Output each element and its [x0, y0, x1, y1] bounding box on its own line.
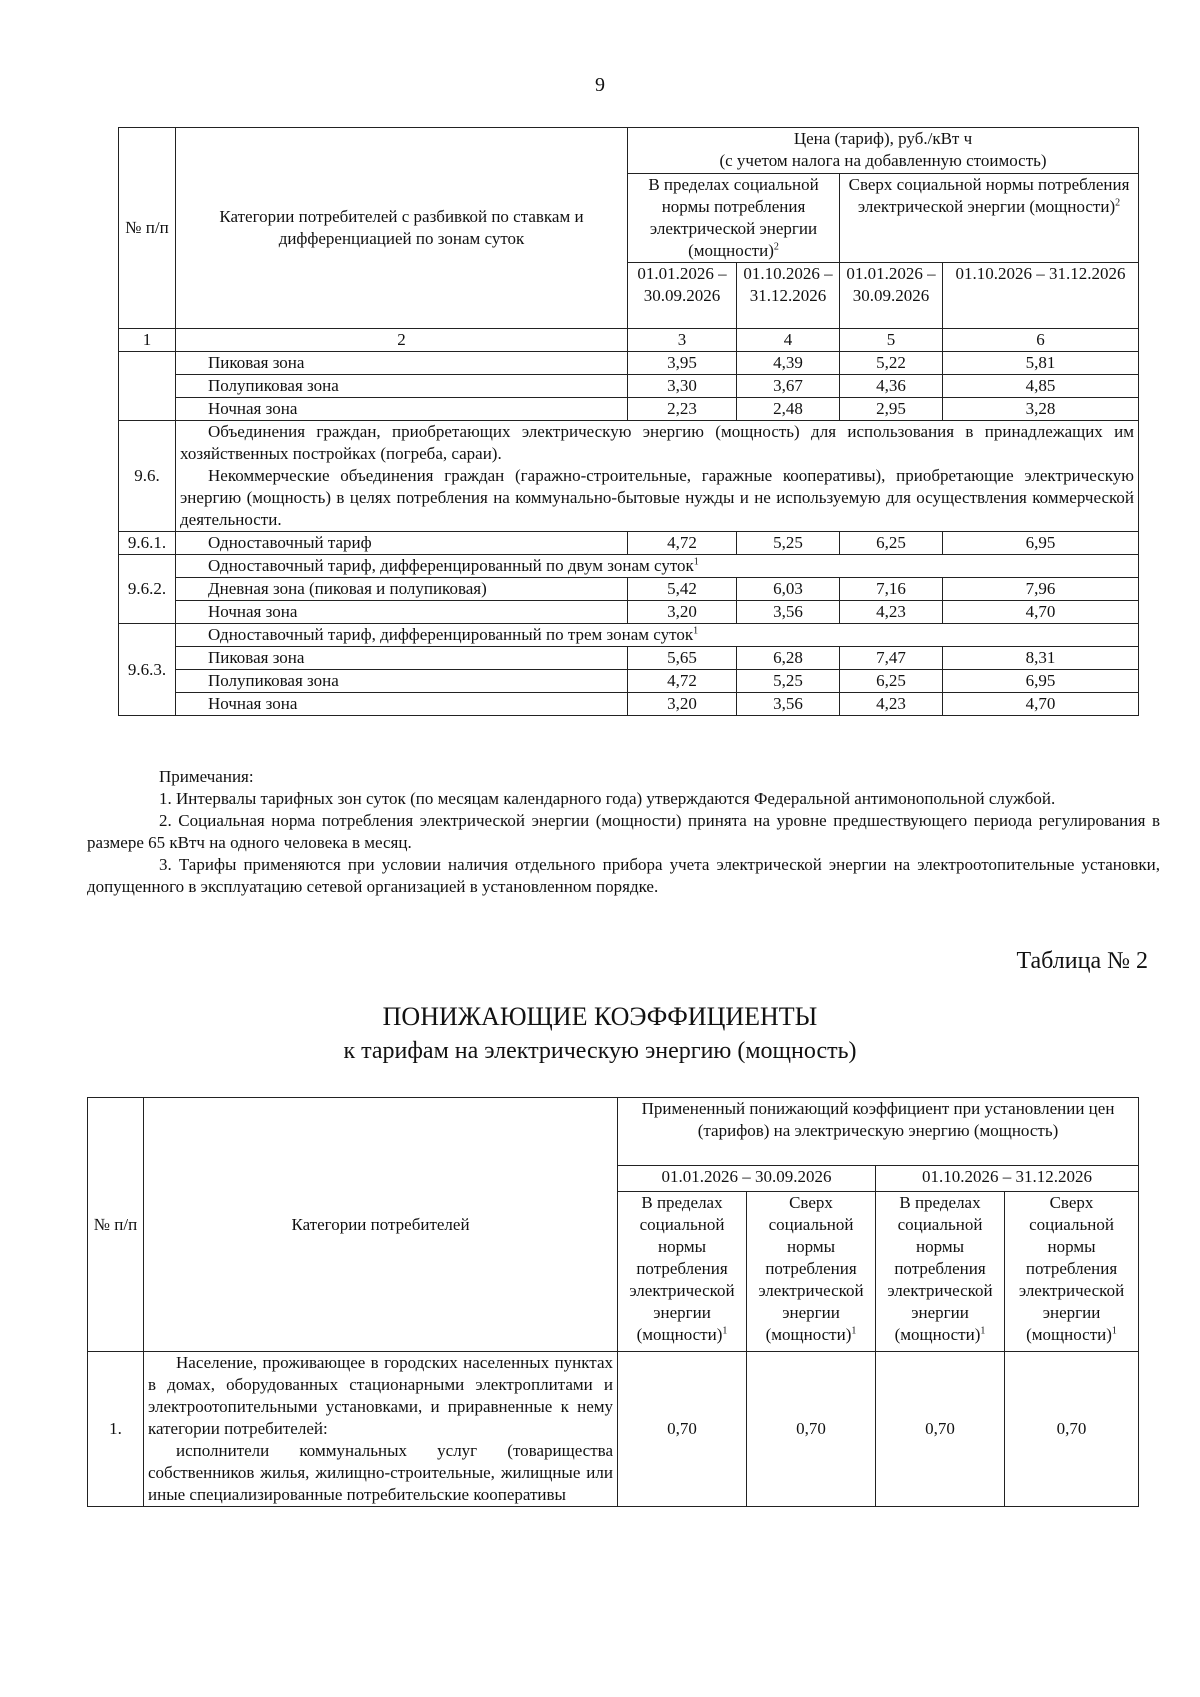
row-description — [144, 1352, 618, 1507]
col-number: 3 — [628, 329, 737, 352]
value-cell: 5,42 — [628, 578, 737, 601]
section-title-row — [119, 555, 1139, 578]
row-label: Одноставочный тариф — [176, 532, 628, 555]
col-number: 4 — [737, 329, 840, 352]
section-row-9-6 — [119, 421, 1139, 532]
value-cell: 4,70 — [943, 601, 1139, 624]
note-item: 3. Тарифы применяются при условии наличия отдельного прибора учета электрической энергии на электроотопительные установки, допущенного в эксплуатацию сетевой организацией в установленном порядке. — [87, 855, 1160, 896]
row-label: Полупиковая зона — [176, 670, 628, 693]
value-cell: 2,23 — [628, 398, 737, 421]
header-period-1: 01.01.2026 – 30.09.2026 — [628, 263, 737, 329]
section-title: Одноставочный тариф, дифференцированный по двум зонам суток$^1$ — [176, 555, 1139, 578]
col-number: 6 — [943, 329, 1139, 352]
table-row — [119, 647, 1139, 670]
value-cell: 3,28 — [943, 398, 1139, 421]
row-label: Ночная зона — [176, 693, 628, 716]
value-cell: 5,65 — [628, 647, 737, 670]
value-cell: 3,95 — [628, 352, 737, 375]
note-item: 1. Интервалы тарифных зон суток (по месяцам календарного года) утверждаются Федеральной антимонопольной службой. — [159, 789, 1056, 808]
value-cell: 2,48 — [737, 398, 840, 421]
row-num: 1. — [88, 1352, 144, 1507]
value-cell: 7,96 — [943, 578, 1139, 601]
header-within-norm: В пределах социальной нормы потребления электрической энергии (мощности)$^1$ — [618, 1192, 747, 1352]
row-label: Ночная зона — [176, 398, 628, 421]
header-num: № п/п — [119, 128, 176, 329]
header-period-2: 01.10.2026 – 31.12.2026 — [876, 1166, 1139, 1192]
header-num: № п/п — [88, 1098, 144, 1352]
header-coef: Примененный понижающий коэффициент при установлении цен (тарифов) на электрическую энергию (мощность) — [618, 1098, 1139, 1166]
value-cell: 8,31 — [943, 647, 1139, 670]
value-cell: 4,70 — [943, 693, 1139, 716]
row-text-1: Население, проживающее в городских населенных пунктах в домах, оборудованных стационарными электроплитами и электроотопительными установками, и приравненные к нему категории потребителей: — [148, 1353, 613, 1438]
header-period-2: 01.10.2026 – 31.12.2026 — [737, 263, 840, 329]
value-cell: 5,25 — [737, 532, 840, 555]
header-within-norm: В пределах социальной нормы потребления электрической энергии (мощности)$^2$ — [628, 174, 840, 263]
table-row — [119, 375, 1139, 398]
header-price — [628, 128, 1139, 174]
table-row — [88, 1352, 1139, 1507]
value-cell: 4,72 — [628, 532, 737, 555]
col-number: 1 — [119, 329, 176, 352]
value-cell: 3,20 — [628, 693, 737, 716]
value-cell: 6,25 — [840, 532, 943, 555]
value-cell: 4,23 — [840, 693, 943, 716]
section-num: 9.6.2. — [119, 555, 176, 624]
table-2-subtitle: к тарифам на электрическую энергию (мощность) — [343, 1038, 857, 1064]
header-within-norm: В пределах социальной нормы потребления электрической энергии (мощности)$^1$ — [876, 1192, 1005, 1352]
value-cell: 3,56 — [737, 601, 840, 624]
table-2-title: ПОНИЖАЮЩИЕ КОЭФФИЦИЕНТЫ — [382, 1002, 818, 1031]
value-cell: 6,28 — [737, 647, 840, 670]
section-text-2: Некоммерческие объединения граждан (гаражно-строительные, гаражные кооперативы), приобретающие электрическую энергию (мощность) в целях потребления на коммунально-бытовые нужды и не используемую для осуществления коммерческой деятельности. — [180, 466, 1134, 529]
table-row — [119, 693, 1139, 716]
header-above-norm: Сверх социальной нормы потребления электрической энергии (мощности)$^1$ — [1005, 1192, 1139, 1352]
section-num: 9.6.3. — [119, 624, 176, 716]
value-cell: 6,03 — [737, 578, 840, 601]
value-cell: 3,56 — [737, 693, 840, 716]
value-cell: 3,67 — [737, 375, 840, 398]
table-row — [119, 532, 1139, 555]
notes-block — [87, 766, 1160, 898]
value-cell: 6,95 — [943, 670, 1139, 693]
value-cell: 0,70 — [1005, 1352, 1139, 1507]
value-cell: 7,47 — [840, 647, 943, 670]
value-cell: 0,70 — [876, 1352, 1005, 1507]
section-num: 9.6. — [119, 421, 176, 532]
row-label: Пиковая зона — [176, 647, 628, 670]
value-cell: 5,25 — [737, 670, 840, 693]
value-cell: 4,36 — [840, 375, 943, 398]
value-cell: 3,30 — [628, 375, 737, 398]
header-above-norm: Сверх социальной нормы потребления электрической энергии (мощности)$^1$ — [747, 1192, 876, 1352]
header-category: Категории потребителей — [144, 1098, 618, 1352]
col-number: 2 — [176, 329, 628, 352]
value-cell: 3,20 — [628, 601, 737, 624]
row-label: Пиковая зона — [176, 352, 628, 375]
header-category: Категории потребителей с разбивкой по ставкам и дифференциацией по зонам суток — [176, 128, 628, 329]
header-price-title: Цена (тариф), руб./кВт ч — [793, 129, 973, 148]
value-cell: 4,72 — [628, 670, 737, 693]
page-number: 9 — [595, 74, 605, 96]
value-cell: 7,16 — [840, 578, 943, 601]
note-item: 2. Социальная норма потребления электрической энергии (мощности) принята на уровне предшествующего периода регулирования в размере 65 кВтч на одного человека в месяц. — [87, 811, 1160, 852]
header-price-note: (с учетом налога на добавленную стоимость) — [719, 151, 1047, 170]
col-number: 5 — [840, 329, 943, 352]
section-num: 9.6.1. — [119, 532, 176, 555]
coefficients-table — [87, 1097, 1139, 1507]
section-title-row — [119, 624, 1139, 647]
row-label: Ночная зона — [176, 601, 628, 624]
section-description — [176, 421, 1139, 532]
row-label: Дневная зона (пиковая и полупиковая) — [176, 578, 628, 601]
section-text-1: Объединения граждан, приобретающих электрическую энергию (мощность) для использования в принадлежащих им хозяйственных постройках (погреба, сараи). — [180, 422, 1134, 463]
table-row — [119, 601, 1139, 624]
value-cell: 4,85 — [943, 375, 1139, 398]
table-row — [119, 398, 1139, 421]
table-row — [119, 352, 1139, 375]
value-cell: 5,81 — [943, 352, 1139, 375]
value-cell: 0,70 — [747, 1352, 876, 1507]
tariff-table — [118, 127, 1139, 716]
column-numbers-row — [119, 329, 1139, 352]
header-period-4: 01.10.2026 – 31.12.2026 — [943, 263, 1139, 329]
notes-heading: Примечания: — [159, 767, 254, 786]
value-cell: 5,22 — [840, 352, 943, 375]
row-text-2: исполнители коммунальных услуг (товарищества собственников жилья, жилищно-строительные, жилищные или иные специализированные потребительские кооперативы — [148, 1441, 613, 1504]
section-title: Одноставочный тариф, дифференцированный по трем зонам суток$^1$ — [176, 624, 1139, 647]
table-2-label: Таблица № 2 — [1016, 948, 1148, 974]
value-cell: 6,95 — [943, 532, 1139, 555]
table-row — [119, 578, 1139, 601]
row-label: Полупиковая зона — [176, 375, 628, 398]
header-period-3: 01.01.2026 – 30.09.2026 — [840, 263, 943, 329]
value-cell: 4,39 — [737, 352, 840, 375]
value-cell: 2,95 — [840, 398, 943, 421]
header-period-1: 01.01.2026 – 30.09.2026 — [618, 1166, 876, 1192]
table-row — [119, 670, 1139, 693]
empty-num-cell — [119, 352, 176, 421]
header-above-norm: Сверх социальной нормы потребления электрической энергии (мощности)$^2$ — [840, 174, 1139, 263]
value-cell: 4,23 — [840, 601, 943, 624]
value-cell: 0,70 — [618, 1352, 747, 1507]
value-cell: 6,25 — [840, 670, 943, 693]
